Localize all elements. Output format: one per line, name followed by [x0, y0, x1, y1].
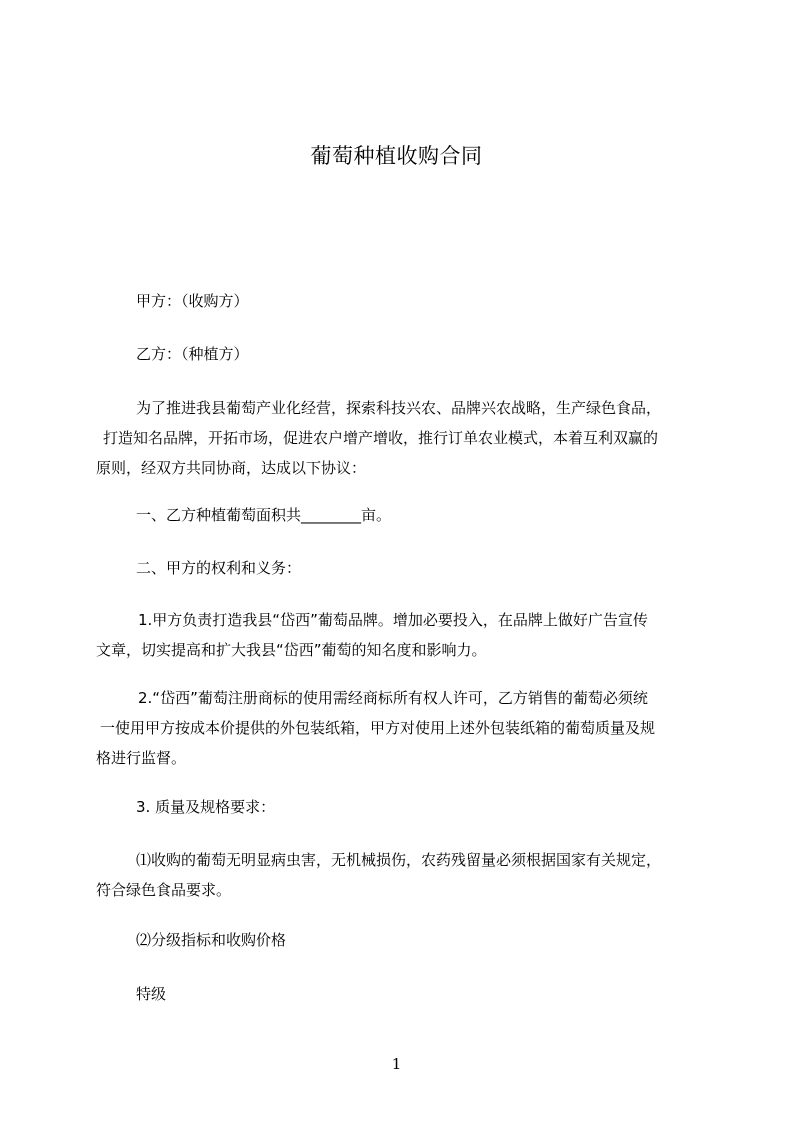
sub-1-paragraph — [96, 845, 702, 905]
item-2-paragraph — [96, 683, 702, 773]
item-2-line: 一使用甲方按成本价提供的外包装纸箱，甲方对使用上述外包装纸箱的葡萄质量及规 — [100, 719, 656, 737]
preamble-line: 原则，经双方共同协商，达成以下协议： — [96, 459, 367, 477]
clause-1: 一、乙方种植葡萄面积共________亩。 — [136, 506, 392, 524]
page-number: 1 — [391, 1055, 402, 1073]
item-2-line: 格进行监督。 — [96, 749, 187, 767]
item-1-line: 1.甲方负责打造我县“岱西”葡萄品牌。增加必要投入，在品牌上做好广告宣传 — [138, 611, 648, 629]
document-title: 葡萄种植收购合同 — [310, 144, 483, 168]
sub-1-line: 符合绿色食品要求。 — [96, 881, 232, 899]
party-a-line: 甲方：（收购方） — [136, 292, 249, 310]
preamble-line: 为了推进我县葡萄产业化经营，探索科技兴农、品牌兴农战略，生产绿色食品， — [136, 399, 662, 417]
preamble-line: 打造知名品牌，开拓市场，促进农户增产增收，推行订单农业模式，本着互利双赢的 — [103, 429, 659, 447]
grade-label: 特级 — [136, 985, 167, 1003]
item-1-line: 文章，切实提高和扩大我县“岱西”葡萄的知名度和影响力。 — [96, 641, 487, 659]
item-3: 3. 质量及规格要求： — [136, 798, 276, 816]
item-2-line: 2.“岱西”葡萄注册商标的使用需经商标所有权人许可，乙方销售的葡萄必须统 — [138, 689, 648, 707]
party-b-line: 乙方：（种植方） — [136, 345, 249, 363]
clause-2: 二、甲方的权利和义务： — [136, 559, 302, 577]
preamble-paragraph — [96, 393, 702, 483]
sub-2: ⑵分级指标和收购价格 — [136, 931, 287, 949]
sub-1-line: ⑴收购的葡萄无明显病虫害，无机械损伤，农药残留量必须根据国家有关规定， — [136, 851, 662, 869]
item-1-paragraph — [96, 605, 702, 665]
